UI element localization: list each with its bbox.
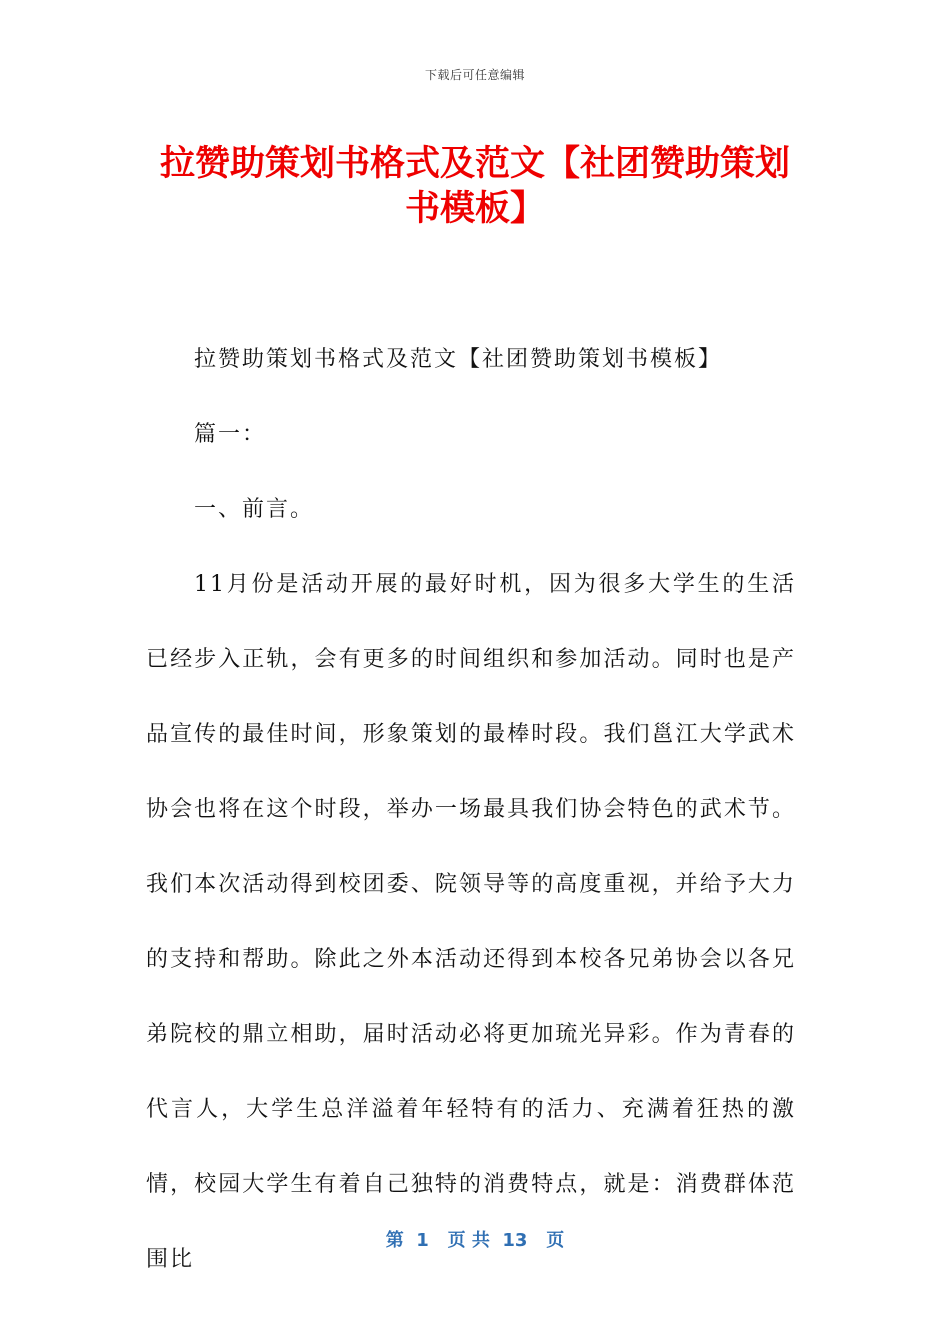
document-body: [146, 322, 796, 1297]
paragraph-subtitle: 拉赞助策划书格式及范文【社团赞助策划书模板】: [194, 347, 723, 372]
page-number-footer: 第 1 页 共 13 页: [385, 1230, 565, 1251]
header-note: 下载后可任意编辑: [424, 68, 525, 82]
paragraph-section-label: 篇一：: [194, 422, 267, 447]
paragraph-body: 11月份是活动开展的最好时机，因为很多大学生的生活已经步入正轨，会有更多的时间组织和参加活动。同时也是产品宣传的最佳时间，形象策划的最棒时段。我们邕江大学武术协会也将在这个时段，举办一场最具我们协会特色的武术节。我们本次活动得到校团委、院领导等的高度重视，并给予大力的支持和帮助。除此之外本活动还得到本校各兄弟协会以各兄弟院校的鼎立相助，届时活动必将更加琉光异彩。作为青春的代言人，大学生总洋溢着年轻特有的活力、充满着狂热的激情，校园大学生有着自己独特的消费特点，就是：消费群体范围比: [146, 572, 796, 1272]
paragraph-heading-preface: 一、前言。: [194, 497, 315, 522]
document-title: 拉赞助策划书格式及范文【社团赞助策划书模板】: [159, 144, 790, 229]
